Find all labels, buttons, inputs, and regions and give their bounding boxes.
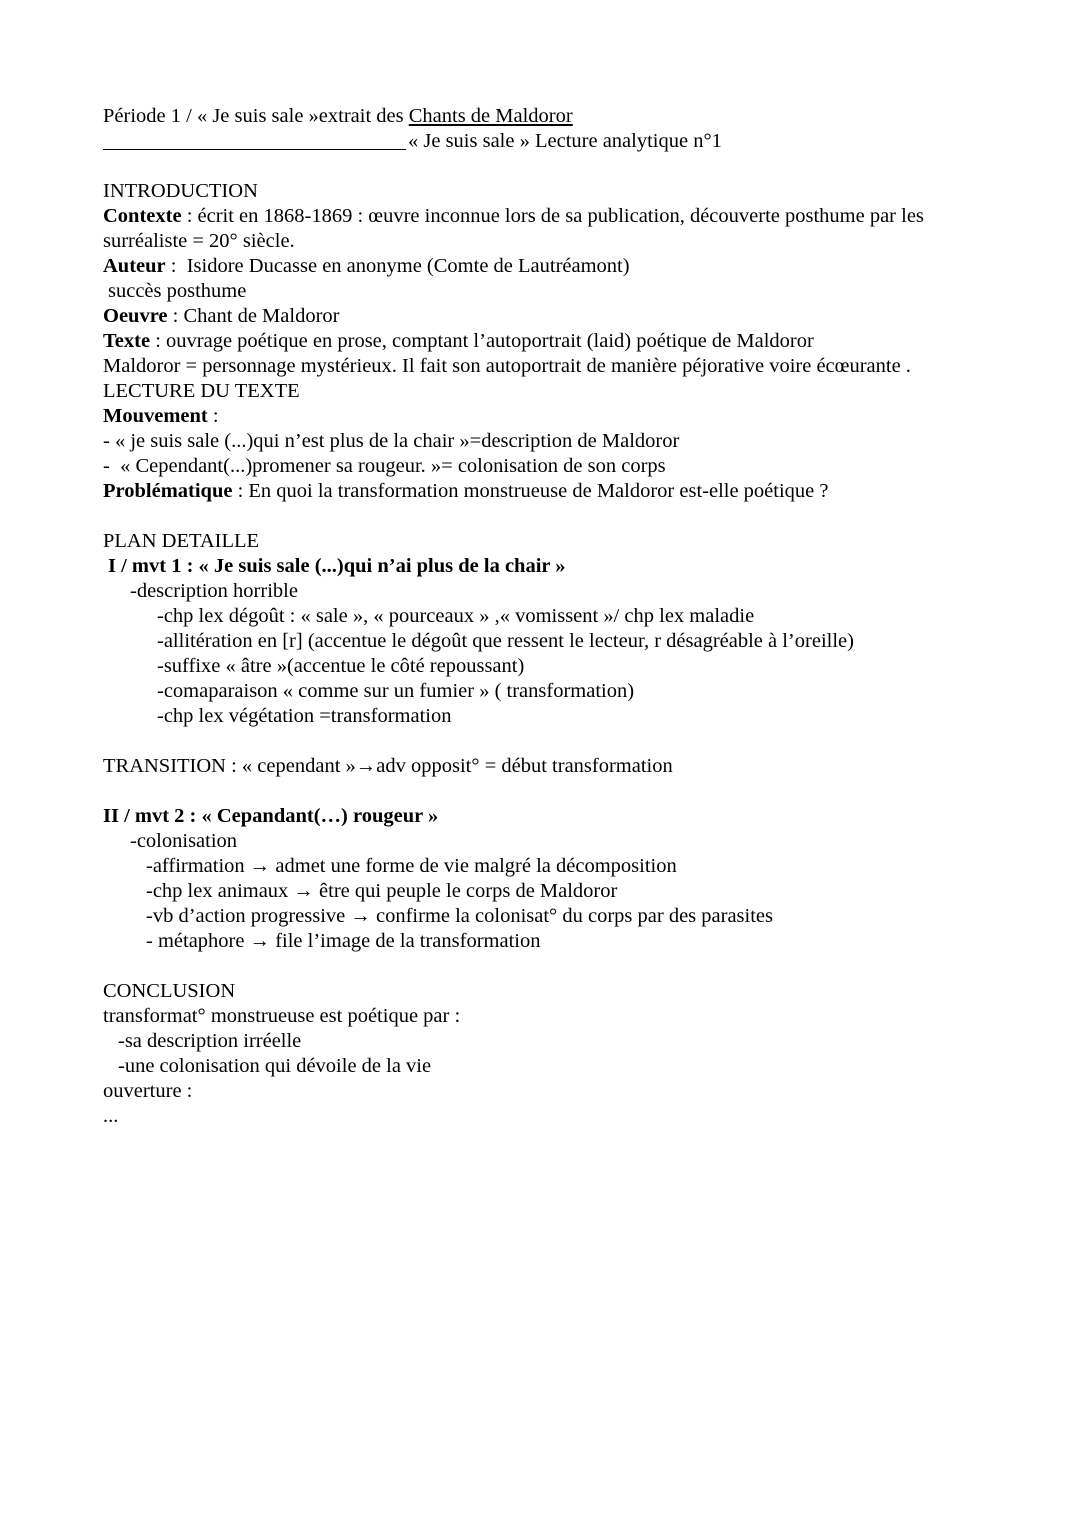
part2-item: -chp lex animaux → être qui peuple le corps de Maldoror — [146, 880, 618, 902]
oeuvre-label: Oeuvre — [103, 305, 168, 327]
texte-line-2: Maldoror = personnage mystérieux. Il fait son autoportrait de manière péjorative voire écœurante . — [103, 355, 911, 377]
part1-item: -comaparaison « comme sur un fumier » ( transformation) — [157, 680, 635, 702]
ouverture-line: ouverture : — [103, 1080, 193, 1102]
contexte-line — [103, 204, 924, 229]
problematique-label: Problématique — [103, 480, 233, 502]
mouvement-label: Mouvement — [103, 405, 208, 427]
conclusion-item: -une colonisation qui dévoile de la vie — [118, 1055, 432, 1077]
auteur-text: : Isidore Ducasse en anonyme (Comte de Lautréamont) — [165, 255, 630, 277]
part2-title: II / mvt 2 : « Cepandant(…) rougeur » — [103, 805, 439, 827]
transition-line: TRANSITION : « cependant »→adv opposit° = début transformation — [103, 755, 673, 777]
ellipsis-line: ... — [103, 1105, 119, 1127]
lecture-heading: LECTURE DU TEXTE — [103, 380, 300, 402]
auteur-label: Auteur — [103, 255, 166, 277]
part1-subtitle: -description horrible — [130, 580, 298, 602]
auteur-line-2: succès posthume — [108, 280, 247, 302]
auteur-line — [103, 254, 630, 279]
part1-item: -chp lex dégoût : « sale », « pourceaux » ,« vomissent »/ chp lex maladie — [157, 605, 755, 627]
problematique-line — [103, 479, 829, 504]
lecture-title: « Je suis sale » Lecture analytique n°1 — [408, 130, 722, 152]
plan-heading: PLAN DETAILLE — [103, 530, 260, 552]
mouvement-colon: : — [207, 405, 219, 427]
mouvement-line — [103, 404, 219, 429]
part1-title: I / mvt 1 : « Je suis sale (...)qui n’ai plus de la chair » — [108, 555, 566, 577]
part2-item: - métaphore → file l’image de la transformation — [146, 930, 541, 952]
problematique-text: : En quoi la transformation monstrueuse de Maldoror est-elle poétique ? — [232, 480, 829, 502]
part2-item: -affirmation → admet une forme de vie malgré la décomposition — [146, 855, 677, 877]
contexte-text: : écrit en 1868-1869 : œuvre inconnue lors de sa publication, découverte posthume par les — [181, 205, 924, 227]
oeuvre-line — [103, 304, 339, 329]
conclusion-line: transformat° monstrueuse est poétique par : — [103, 1005, 461, 1027]
texte-text: : ouvrage poétique en prose, comptant l’autoportrait (laid) poétique de Maldoror — [150, 330, 814, 352]
conclusion-item: -sa description irréelle — [118, 1030, 302, 1052]
underline-rule — [103, 149, 406, 150]
header-prefix: Période 1 / « Je suis sale »extrait des — [103, 105, 409, 127]
work-title: Chants de Maldoror — [408, 105, 573, 127]
part1-item: -allitération en [r] (accentue le dégoût que ressent le lecteur, r désagréable à l’oreille) — [157, 630, 854, 652]
conclusion-heading: CONCLUSION — [103, 980, 236, 1002]
texte-label: Texte — [103, 330, 151, 352]
header-line-2 — [103, 129, 722, 154]
part1-item: -chp lex végétation =transformation — [157, 705, 452, 727]
part2-subtitle: -colonisation — [130, 830, 238, 852]
mouvement-item-2: - « Cependant(...)promener sa rougeur. »= colonisation de son corps — [103, 455, 666, 477]
oeuvre-text: : Chant de Maldoror — [167, 305, 340, 327]
contexte-line-2: surréaliste = 20° siècle. — [103, 230, 295, 252]
contexte-label: Contexte — [103, 205, 182, 227]
part1-item: -suffixe « âtre »(accentue le côté repoussant) — [157, 655, 525, 677]
header-line-1 — [103, 104, 573, 129]
part2-item: -vb d’action progressive → confirme la colonisat° du corps par des parasites — [146, 905, 773, 927]
texte-line — [103, 329, 814, 354]
mouvement-item-1: - « je suis sale (...)qui n’est plus de la chair »=description de Maldoror — [103, 430, 680, 452]
intro-heading: INTRODUCTION — [103, 180, 258, 202]
